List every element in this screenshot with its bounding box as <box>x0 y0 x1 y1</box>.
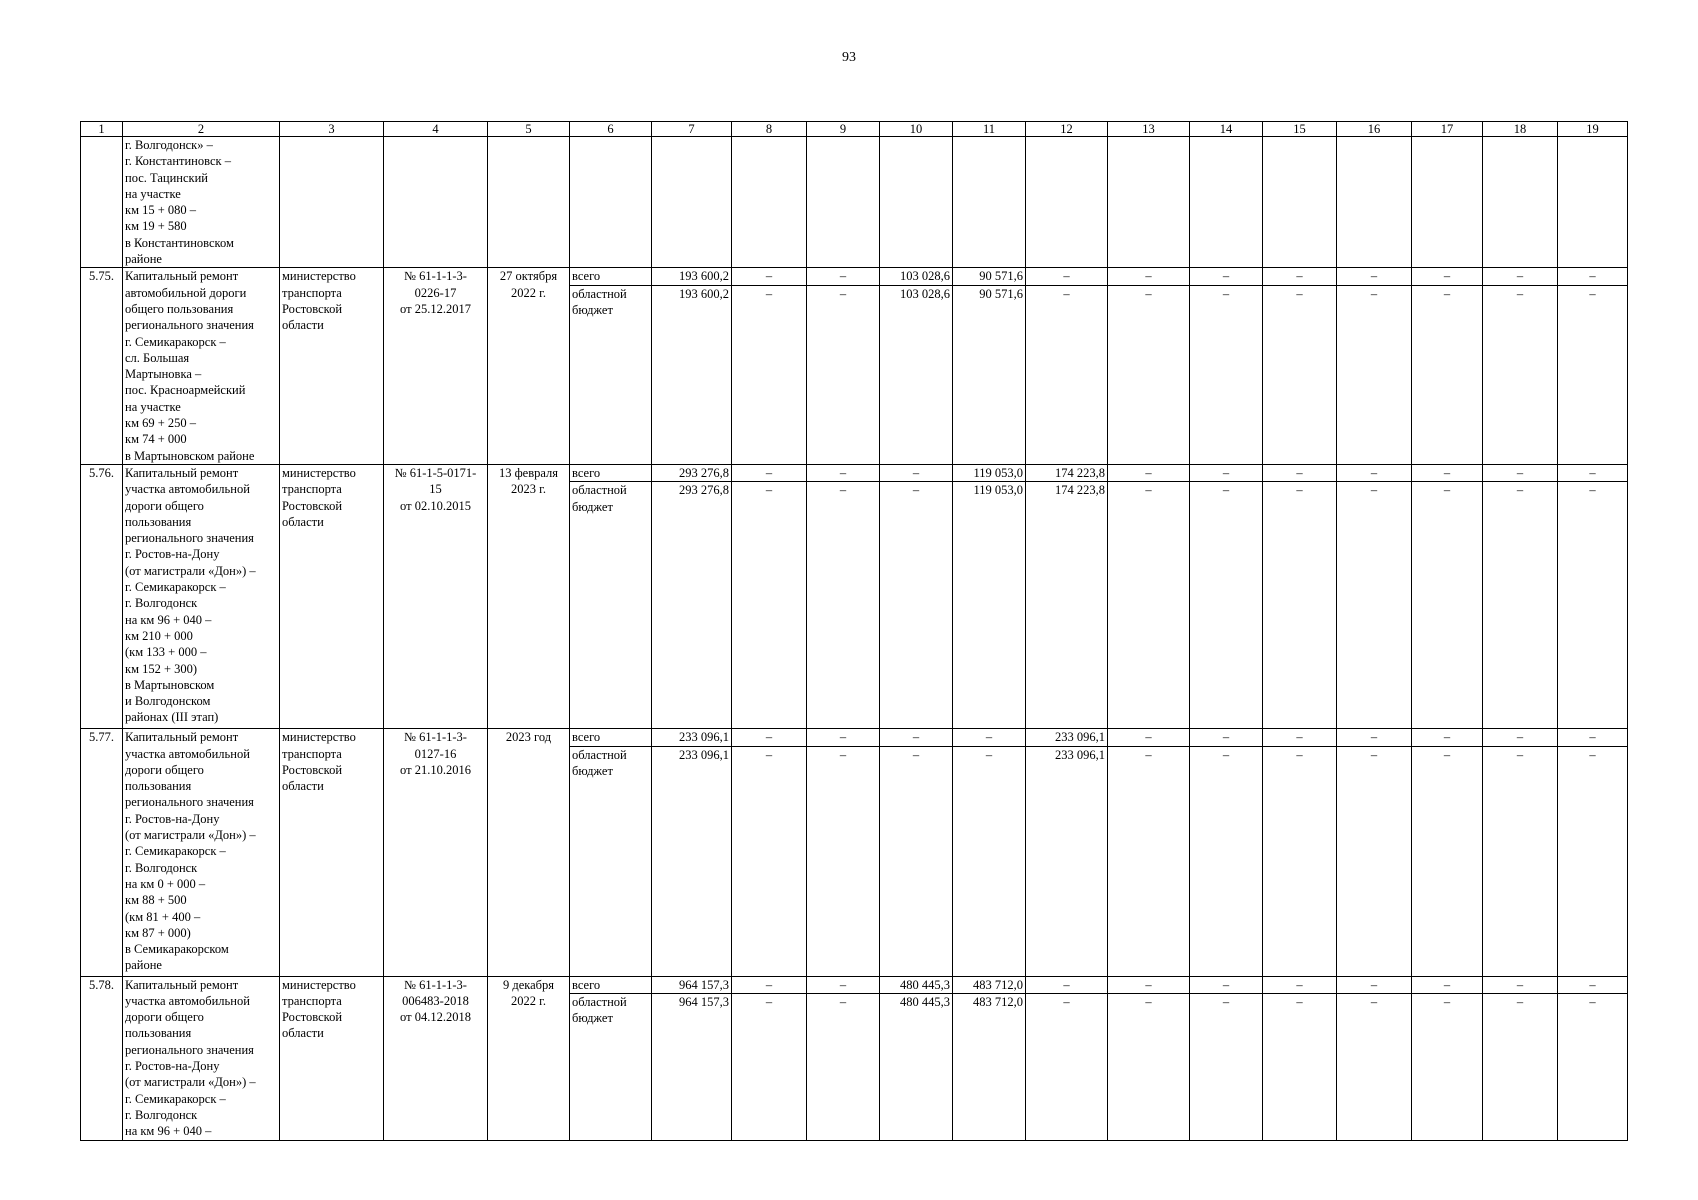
value-cell: – <box>1558 464 1628 481</box>
value-cell: – <box>1483 729 1558 746</box>
object-name-cell: Капитальный ремонт участка автомобильной дороги общего пользования регионального значения г. Ростов-на-Дону (от магистрали «Дон») – г. Семикаракорск – г. Волгодонск на км 0 + 000 – км 88 + 500 (км 81 + 400 – км 87 + 000) в Семикаракорском районе <box>123 729 280 976</box>
value-cell: – <box>1263 285 1337 464</box>
value-cell: – <box>732 993 807 1140</box>
table-row <box>81 268 1628 285</box>
value-cell: – <box>1263 746 1337 976</box>
value-cell: – <box>1337 268 1412 285</box>
value-cell: – <box>880 464 953 481</box>
value-cell: – <box>1026 268 1108 285</box>
value-cell: – <box>732 746 807 976</box>
column-header-3: 3 <box>280 122 384 137</box>
value-cell: – <box>1263 993 1337 1140</box>
funding-source-label: областной бюджет <box>570 993 652 1140</box>
funding-total-label: всего <box>570 268 652 285</box>
value-cell: – <box>1108 993 1190 1140</box>
column-number-header <box>81 122 1628 137</box>
customer-cell: министерство транспорта Ростовской области <box>280 976 384 1140</box>
completion-date-cell: 9 декабря 2022 г. <box>488 976 570 1140</box>
value-cell: – <box>1108 729 1190 746</box>
row-number-cell: 5.75. <box>81 268 123 465</box>
value-cell: – <box>1412 729 1483 746</box>
value-cell: – <box>1108 976 1190 993</box>
value-cell: – <box>1108 285 1190 464</box>
value-cell: – <box>1483 268 1558 285</box>
value-cell: – <box>1108 268 1190 285</box>
value-cell: – <box>1337 464 1412 481</box>
value-cell: – <box>1412 268 1483 285</box>
value-cell: – <box>807 482 880 729</box>
value-cell: – <box>1483 976 1558 993</box>
value-cell: – <box>1108 746 1190 976</box>
value-cell: – <box>807 285 880 464</box>
value-cell: – <box>1558 482 1628 729</box>
value-cell: – <box>732 976 807 993</box>
column-header-9: 9 <box>807 122 880 137</box>
table-row <box>81 464 1628 481</box>
value-cell: – <box>1558 976 1628 993</box>
column-header-6: 6 <box>570 122 652 137</box>
value-cell: – <box>732 285 807 464</box>
value-cell: – <box>880 729 953 746</box>
completion-date-cell: 27 октября 2022 г. <box>488 268 570 465</box>
value-cell: – <box>880 482 953 729</box>
object-name-cell: Капитальный ремонт участка автомобильной дороги общего пользования регионального значения г. Ростов-на-Дону (от магистрали «Дон») – г. Семикаракорск – г. Волгодонск на км 96 + 040 – <box>123 976 280 1140</box>
value-cell: 103 028,6 <box>880 268 953 285</box>
object-name-cell: г. Волгодонск» – г. Константиновск – пос. Тацинский на участке км 15 + 080 – км 19 + 580 в Константиновском районе <box>123 137 280 268</box>
customer-cell: министерство транспорта Ростовской области <box>280 729 384 976</box>
funding-total-label: всего <box>570 464 652 481</box>
column-header-16: 16 <box>1337 122 1412 137</box>
column-header-2: 2 <box>123 122 280 137</box>
value-cell: – <box>1190 268 1263 285</box>
value-cell: 193 600,2 <box>652 285 732 464</box>
value-cell: – <box>1190 993 1263 1140</box>
document-cell: № 61-1-1-3- 0226-17 от 25.12.2017 <box>384 268 488 465</box>
value-cell: – <box>1558 729 1628 746</box>
value-cell: – <box>1412 976 1483 993</box>
value-cell: 483 712,0 <box>953 993 1026 1140</box>
object-name-cell: Капитальный ремонт автомобильной дороги общего пользования регионального значения г. Семикаракорск – сл. Большая Мартыновка – пос. Красноармейский на участке км 69 + 250 – км 74 + 000 в Мартыновском районе <box>123 268 280 465</box>
value-cell: 233 096,1 <box>1026 746 1108 976</box>
value-cell: – <box>1190 729 1263 746</box>
value-cell: – <box>1483 464 1558 481</box>
row-number-cell: 5.76. <box>81 464 123 728</box>
value-cell: – <box>1558 746 1628 976</box>
budget-table <box>80 121 1628 1141</box>
completion-date-cell: 2023 год <box>488 729 570 976</box>
column-header-7: 7 <box>652 122 732 137</box>
value-cell: – <box>1483 993 1558 1140</box>
value-cell: – <box>732 268 807 285</box>
value-cell: – <box>807 464 880 481</box>
column-header-15: 15 <box>1263 122 1337 137</box>
funding-source-label: областной бюджет <box>570 285 652 464</box>
value-cell: 119 053,0 <box>953 482 1026 729</box>
value-cell: – <box>732 729 807 746</box>
continuation-row <box>81 137 1628 268</box>
funding-source-label: областной бюджет <box>570 746 652 976</box>
column-header-5: 5 <box>488 122 570 137</box>
value-cell: 193 600,2 <box>652 268 732 285</box>
value-cell: – <box>953 746 1026 976</box>
value-cell: – <box>732 482 807 729</box>
value-cell: 90 571,6 <box>953 268 1026 285</box>
column-header-8: 8 <box>732 122 807 137</box>
value-cell: – <box>1337 285 1412 464</box>
row-number-cell <box>81 137 123 268</box>
object-name-cell: Капитальный ремонт участка автомобильной дороги общего пользования регионального значения г. Ростов-на-Дону (от магистрали «Дон») – г. Семикаракорск – г. Волгодонск на км 96 + 040 – км 210 + 000 (км 133 + 000 – км 152 + 300) в Мартыновском и Волгодонском районах (III этап) <box>123 464 280 728</box>
column-header-13: 13 <box>1108 122 1190 137</box>
funding-total-label: всего <box>570 729 652 746</box>
value-cell: – <box>1337 746 1412 976</box>
value-cell: – <box>1483 482 1558 729</box>
value-cell: 964 157,3 <box>652 993 732 1140</box>
value-cell: – <box>953 729 1026 746</box>
value-cell: – <box>807 976 880 993</box>
document-cell: № 61-1-5-0171- 15 от 02.10.2015 <box>384 464 488 728</box>
value-cell: 103 028,6 <box>880 285 953 464</box>
value-cell: – <box>1558 268 1628 285</box>
document-cell: № 61-1-1-3- 006483-2018 от 04.12.2018 <box>384 976 488 1140</box>
value-cell: 90 571,6 <box>953 285 1026 464</box>
value-cell: 480 445,3 <box>880 976 953 993</box>
value-cell: 233 096,1 <box>652 746 732 976</box>
column-header-4: 4 <box>384 122 488 137</box>
value-cell: 119 053,0 <box>953 464 1026 481</box>
value-cell: – <box>1558 993 1628 1140</box>
value-cell: – <box>1263 729 1337 746</box>
table-body <box>81 122 1628 1141</box>
value-cell: 293 276,8 <box>652 482 732 729</box>
value-cell: – <box>1026 976 1108 993</box>
value-cell: – <box>1190 464 1263 481</box>
page-number: 93 <box>842 50 856 65</box>
value-cell: 480 445,3 <box>880 993 953 1140</box>
value-cell: – <box>1337 993 1412 1140</box>
customer-cell: министерство транспорта Ростовской области <box>280 464 384 728</box>
value-cell: – <box>880 746 953 976</box>
column-header-19: 19 <box>1558 122 1628 137</box>
value-cell: – <box>1263 482 1337 729</box>
column-header-11: 11 <box>953 122 1026 137</box>
value-cell: 233 096,1 <box>652 729 732 746</box>
value-cell: – <box>1263 268 1337 285</box>
completion-date-cell: 13 февраля 2023 г. <box>488 464 570 728</box>
value-cell: – <box>807 268 880 285</box>
value-cell: – <box>1026 993 1108 1140</box>
value-cell: 233 096,1 <box>1026 729 1108 746</box>
value-cell: 174 223,8 <box>1026 464 1108 481</box>
value-cell: – <box>1412 464 1483 481</box>
column-header-12: 12 <box>1026 122 1108 137</box>
funding-source-label: областной бюджет <box>570 482 652 729</box>
value-cell: – <box>1108 464 1190 481</box>
value-cell: – <box>1190 746 1263 976</box>
funding-total-label: всего <box>570 976 652 993</box>
value-cell: – <box>1558 285 1628 464</box>
row-number-cell: 5.77. <box>81 729 123 976</box>
column-header-18: 18 <box>1483 122 1558 137</box>
value-cell: – <box>1412 482 1483 729</box>
value-cell: – <box>1337 482 1412 729</box>
value-cell: – <box>732 464 807 481</box>
value-cell: – <box>1263 976 1337 993</box>
value-cell: 293 276,8 <box>652 464 732 481</box>
value-cell: – <box>1412 746 1483 976</box>
value-cell: – <box>1190 285 1263 464</box>
value-cell: – <box>807 993 880 1140</box>
value-cell: 483 712,0 <box>953 976 1026 993</box>
value-cell: – <box>1337 976 1412 993</box>
value-cell: – <box>807 729 880 746</box>
value-cell: – <box>1412 285 1483 464</box>
value-cell: – <box>1483 746 1558 976</box>
value-cell: – <box>1026 285 1108 464</box>
table-row <box>81 729 1628 746</box>
value-cell: – <box>1412 993 1483 1140</box>
customer-cell: министерство транспорта Ростовской области <box>280 268 384 465</box>
value-cell: – <box>1108 482 1190 729</box>
value-cell: 174 223,8 <box>1026 482 1108 729</box>
value-cell: – <box>1337 729 1412 746</box>
table-row <box>81 976 1628 993</box>
value-cell: – <box>1190 482 1263 729</box>
value-cell: – <box>807 746 880 976</box>
document-cell: № 61-1-1-3- 0127-16 от 21.10.2016 <box>384 729 488 976</box>
column-header-14: 14 <box>1190 122 1263 137</box>
column-header-10: 10 <box>880 122 953 137</box>
value-cell: – <box>1483 285 1558 464</box>
value-cell: – <box>1190 976 1263 993</box>
row-number-cell: 5.78. <box>81 976 123 1140</box>
value-cell: 964 157,3 <box>652 976 732 993</box>
value-cell: – <box>1263 464 1337 481</box>
column-header-1: 1 <box>81 122 123 137</box>
column-header-17: 17 <box>1412 122 1483 137</box>
